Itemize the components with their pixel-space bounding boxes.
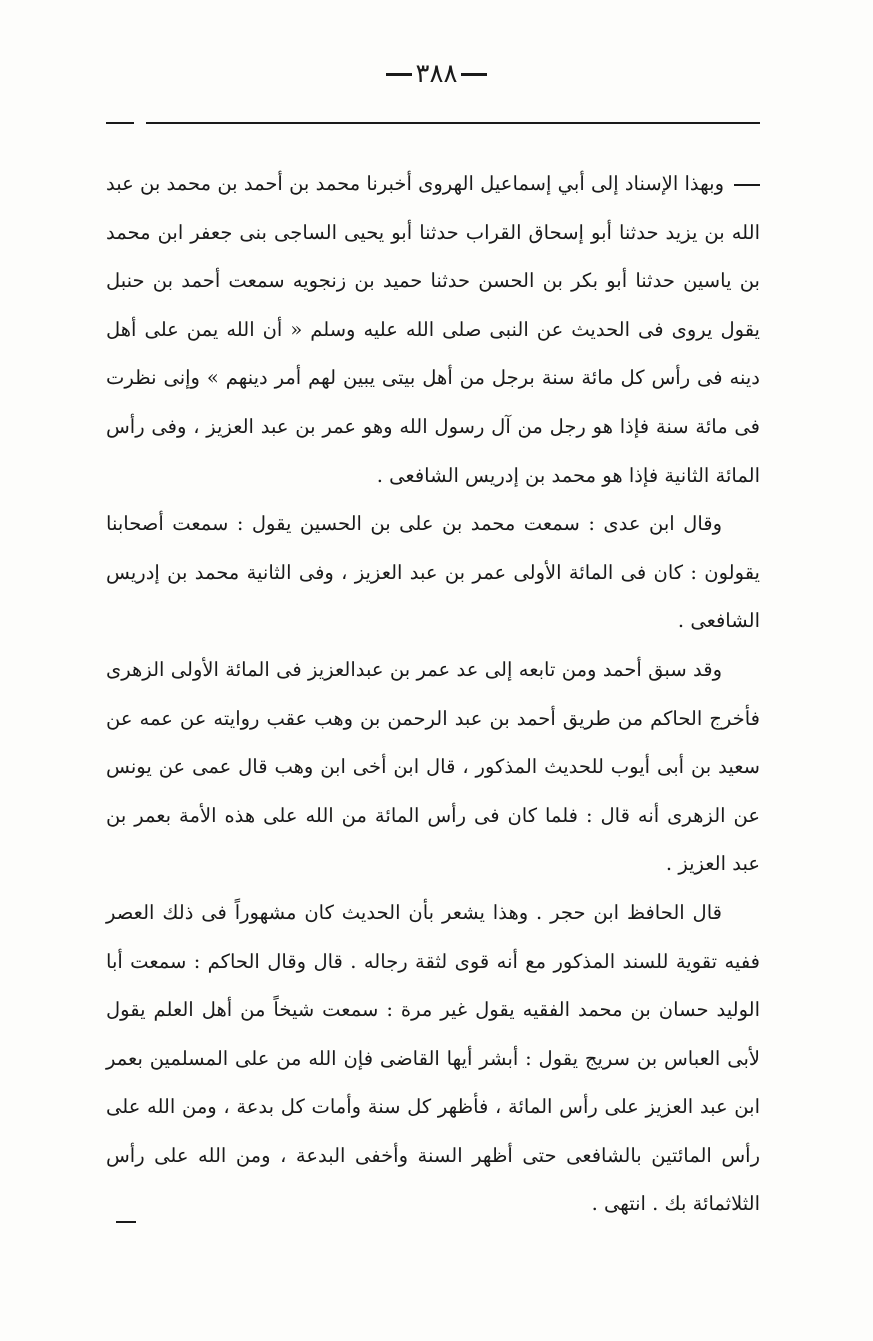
header-rule-short (106, 122, 134, 124)
page-number (0, 56, 873, 91)
header-rule-long (146, 122, 760, 124)
paragraph-3: وقد سبق أحمد ومن تابعه إلى عد عمر بن عبدالعزيز فى المائة الأولى الزهرى فأخرج الحاكم من طريق أحمد بن عبد الرحمن بن وهب عقب روايته عن عمه عن سعيد بن أبى أيوب للحديث المذكور ، قال ابن أخى ابن وهب قال عمى عن يونس عن الزهرى أنه قال : فلما كان فى رأس المائة من الله على هذه الأمة بعمر بن عبد العزيز . (106, 657, 760, 876)
paragraph-4: قال الحافظ ابن حجر . وهذا يشعر بأن الحديث كان مشهوراً فى ذلك العصر ففيه تقوية للسند المذكور مع أنه قوى لثقة رجاله . قال وقال الحاكم : سمعت أبا الوليد حسان بن محمد الفقيه يقول غير مرة : سمعت شيخاً من أهل العلم يقول لأبى العباس بن سريج يقول : أبشر أيها القاضى فإن الله من على المسلمين بعمر ابن عبد العزيز على رأس المائة ، فأظهر كل سنة وأمات كل بدعة ، ومن الله على رأس المائتين بالشافعى حتى أظهر السنة وأخفى البدعة ، ومن الله على رأس الثلاثمائة بك . انتهى . (106, 900, 760, 1216)
closing-dash (116, 1221, 136, 1223)
paragraph-2: وقال ابن عدى : سمعت محمد بن على بن الحسين يقول : سمعت أصحابنا يقولون : كان فى المائة الأولى عمر بن عبد العزيز ، وفى الثانية محمد بن إدريس الشافعى . (106, 512, 760, 633)
paragraph-lead-dash (734, 184, 760, 186)
page-number-left-dash (386, 73, 412, 76)
page-body-text (106, 160, 760, 1229)
paragraph-1 (106, 160, 760, 500)
page-number-value: ٣٨٨ (415, 59, 458, 89)
page-number-right-dash (461, 73, 487, 76)
paragraph-1-text: وبهذا الإسناد إلى أبي إسماعيل الهروى أخبرنا محمد بن أحمد بن محمد بن عبد الله بن يزيد حدثنا أبو إسحاق القراب حدثنا أبو يحيى الساجى بنى جعفر ابن محمد بن ياسين حدثنا أبو بكر بن الحسن حدثنا حميد بن زنجويه سمعت أحمد بن حنبل يقول يروى فى الحديث عن النبى صلى الله عليه وسلم « أن الله يمن على أهل دينه فى رأس كل مائة سنة برجل من أهل بيتى يبين لهم أمر دينهم » وإنى نظرت فى مائة سنة فإذا هو رجل من آل رسول الله وهو عمر بن عبد العزيز ، وفى رأس المائة الثانية فإذا هو محمد بن إدريس الشافعى . (106, 172, 760, 487)
